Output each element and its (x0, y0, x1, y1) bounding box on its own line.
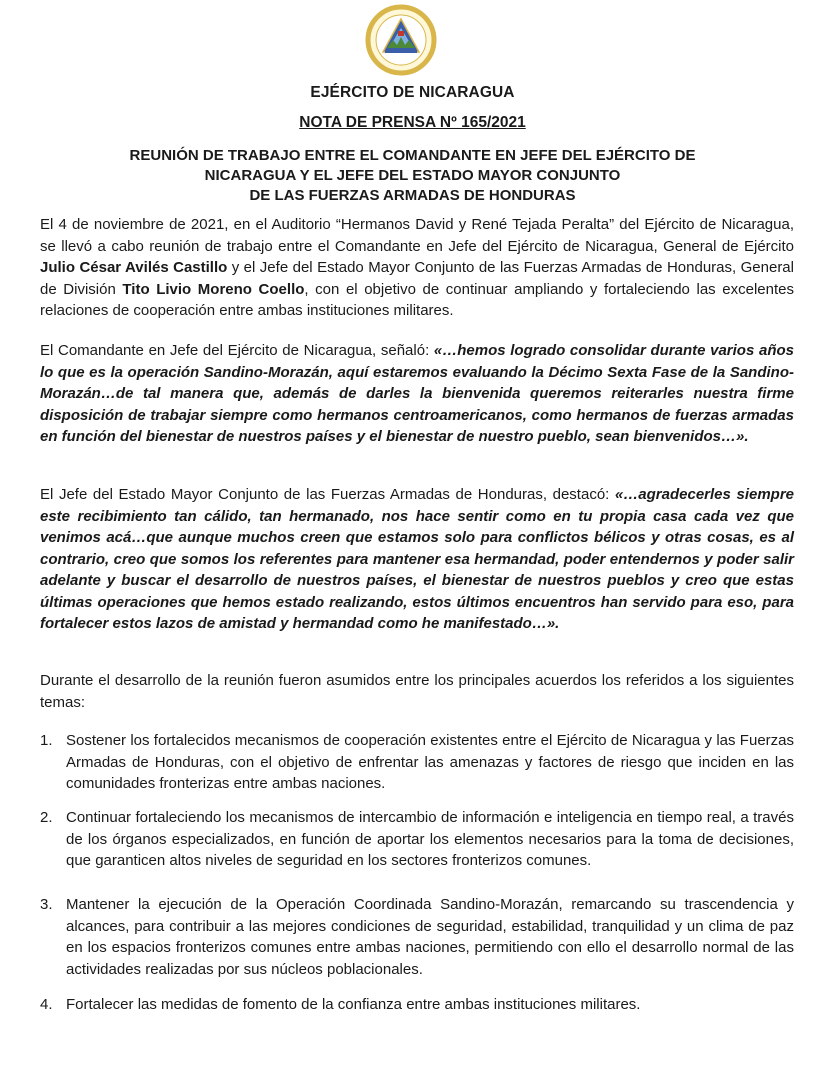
person-name-bold: Julio César Avilés Castillo (40, 259, 228, 276)
person-name-bold: Tito Livio Moreno Coello (122, 280, 305, 298)
paragraph-text: El Comandante en Jefe del Ejército de Nicaragua, señaló: (40, 342, 434, 359)
paragraph-intro (40, 214, 794, 322)
quote-text: «…hemos logrado consolidar durante varios años lo que es la operación Sandino-Morazán, aquí estaremos evaluando la Décimo Sexta Fase de la Sandino-Morazán…de tal manera que, además de darles la bienvenida queremos reiterarles nuestra firme disposición de trabajar siempre como hermanos centroamericanos, como hermanos de fuerzas armadas en función del bienestar de nuestros países y el bienestar de nuestro pueblo, sean bienvenidos…». (40, 342, 794, 445)
paragraph-text: y el Jefe del Estado Mayor Conjunto de las Fuerzas Armadas de Honduras, General de División (40, 259, 794, 298)
list-number: 4. (40, 996, 53, 1013)
paragraph-text: El 4 de noviembre de 2021, en el Auditorio “Hermanos David y René Tejada Peralta” del Ejército de Nicaragua, se llevó a cabo reunión de trabajo entre el Comandante en Jefe del Ejército de Nicaragua, General de Ejército (40, 216, 794, 255)
paragraph-quote-honduras (40, 484, 794, 635)
list-item-text: Fortalecer las medidas de fomento de la confianza entre ambas instituciones militares. (66, 996, 641, 1013)
paragraph-quote-nicaragua (40, 340, 794, 448)
list-number: 1. (40, 732, 53, 749)
quote-text: «…agradecerles siempre este recibimiento tan cálido, tan hermanado, nos hace sentir como en tu propia casa cada vez que venimos acá…que aunque muchos creen que estamos solo para conflictos bélicos y otras cosas, es al contrario, creo que somos los referentes para mantener esa hermandad, poder entendernos y poder salir adelante y buscar el desarrollo de nuestros países, el bienestar de nuestros pueblos y creo que estas últimas operaciones que hemos estado realizando, estos últimos encuentros han servido para eso, para fortalecer estos lazos de amistad y hermandad como he manifestado…». (40, 486, 795, 632)
list-item-text: Mantener la ejecución de la Operación Coordinada Sandino-Morazán, remarcando su trascendencia y alcances, para contribuir a las mejores condiciones de seguridad, estabilidad, tranquilidad y un clima de paz en los espacios fronterizos comunes entre ambas naciones, permitiendo con ello el desarrollo normal de las actividades realizadas por sus núcleos poblacionales. (66, 896, 794, 978)
headline (60, 146, 765, 206)
headline-line: NICARAGUA Y EL JEFE DEL ESTADO MAYOR CONJUNTO (204, 167, 621, 184)
list-item-text: Sostener los fortalecidos mecanismos de cooperación existentes entre el Ejército de Nicaragua y las Fuerzas Armadas de Honduras, con el objetivo de enfrentar las amenazas y factores de riesgo que inciden en las comunidades fronterizas entre ambas naciones. (66, 732, 794, 792)
list-number: 2. (40, 809, 53, 826)
paragraph-text: , con el objetivo de continuar ampliando y fortaleciendo las excelentes relaciones de cooperación entre ambas instituciones militares. (40, 280, 794, 319)
nicaragua-coat-of-arms-icon (365, 4, 437, 76)
headline-line: REUNIÓN DE TRABAJO ENTRE EL COMANDANTE EN JEFE DEL EJÉRCITO DE (129, 147, 696, 164)
organization-name: EJÉRCITO DE NICARAGUA (310, 84, 515, 101)
paragraph-agreements-intro: Durante el desarrollo de la reunión fueron asumidos entre los principales acuerdos los referidos a los siguientes temas: (40, 672, 794, 711)
paragraph-text: El Jefe del Estado Mayor Conjunto de las Fuerzas Armadas de Honduras, destacó: (40, 486, 615, 503)
list-number: 3. (40, 896, 53, 913)
list-item-text: Continuar fortaleciendo los mecanismos de intercambio de información e inteligencia en tiempo real, a través de los órganos especializados, en función de aportar los elementos necesarios para la toma de decisiones, que garanticen altos niveles de seguridad en los sectores fronterizos comunes. (66, 809, 794, 869)
headline-line: DE LAS FUERZAS ARMADAS DE HONDURAS (249, 187, 576, 204)
press-note-number: NOTA DE PRENSA Nº 165/2021 (299, 114, 526, 131)
